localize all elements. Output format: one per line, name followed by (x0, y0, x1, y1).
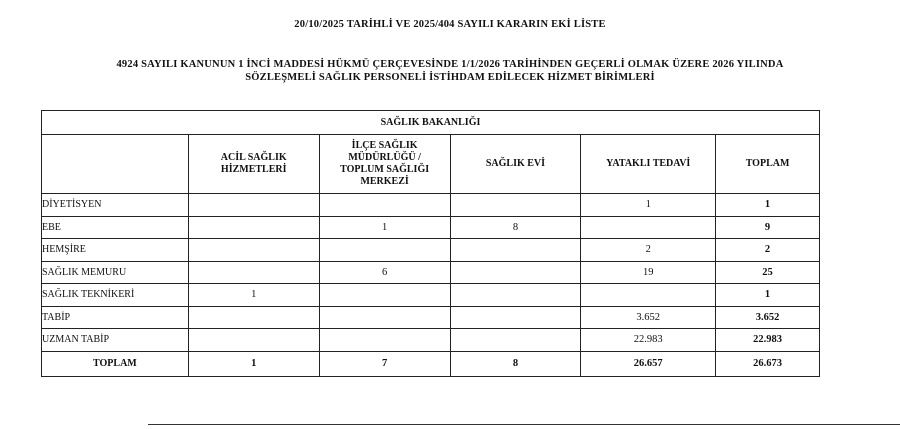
table-cell: 1 (716, 284, 820, 307)
table-cell (188, 306, 319, 329)
table-cell (581, 216, 716, 239)
table-row (42, 239, 820, 262)
table-cell (188, 261, 319, 284)
total-label: TOPLAM (42, 351, 189, 376)
table-cell: 8 (450, 216, 581, 239)
table-cell: 22.983 (581, 329, 716, 352)
row-label: HEMŞİRE (42, 239, 189, 262)
table-cell: 19 (581, 261, 716, 284)
table-title: SAĞLIK BAKANLIĞI (42, 111, 820, 135)
table-cell (450, 306, 581, 329)
table-cell (319, 329, 450, 352)
column-header-acil-text: ACİL SAĞLIK HİZMETLERİ (220, 152, 287, 175)
table-cell (188, 239, 319, 262)
table-cell: 22.983 (716, 329, 820, 352)
column-header-toplam: TOPLAM (716, 135, 820, 194)
table-cell (188, 194, 319, 217)
table-cell: 1 (188, 284, 319, 307)
total-cell: 8 (450, 351, 581, 376)
table-cell: 3.652 (581, 306, 716, 329)
subheading-line-2: SÖZLEŞMELİ SAĞLIK PERSONELİ İSTİHDAM EDİLECEK HİZMET BİRİMLERİ (245, 72, 655, 83)
total-cell: 26.673 (716, 351, 820, 376)
table-cell (319, 306, 450, 329)
row-label: SAĞLIK MEMURU (42, 261, 189, 284)
column-header-acil (188, 135, 319, 194)
table-row (42, 284, 820, 307)
table-cell (319, 194, 450, 217)
table-cell (450, 194, 581, 217)
subheading-line-1: 4924 SAYILI KANUNUN 1 İNCİ MADDESİ HÜKMÜ ÇERÇEVESİNDE 1/1/2026 TARİHİNDEN GEÇERLİ OLMAK ÜZERE 2026 YILINDA (116, 59, 784, 70)
column-header-ilce-text: İLÇE SAĞLIK MÜDÜRLÜĞÜ / TOPLUM SAĞLIĞI MERKEZİ (340, 140, 430, 187)
row-label: DİYETİSYEN (42, 194, 189, 217)
table-cell: 9 (716, 216, 820, 239)
table-row (42, 329, 820, 352)
total-cell: 1 (188, 351, 319, 376)
table-row (42, 216, 820, 239)
table-cell (319, 239, 450, 262)
table-cell (450, 284, 581, 307)
table-cell: 25 (716, 261, 820, 284)
personnel-table (41, 110, 820, 377)
row-label: UZMAN TABİP (42, 329, 189, 352)
total-cell: 7 (319, 351, 450, 376)
table-cell: 6 (319, 261, 450, 284)
column-header-empty (42, 135, 189, 194)
table-cell: 2 (581, 239, 716, 262)
table-cell (450, 239, 581, 262)
table-cell: 2 (716, 239, 820, 262)
row-label: SAĞLIK TEKNİKERİ (42, 284, 189, 307)
table-title-row (42, 111, 820, 135)
column-header-saglik-evi: SAĞLIK EVİ (450, 135, 581, 194)
table-cell (188, 216, 319, 239)
table-row (42, 306, 820, 329)
table-cell (581, 284, 716, 307)
row-label: TABİP (42, 306, 189, 329)
table-cell: 3.652 (716, 306, 820, 329)
table-cell: 1 (319, 216, 450, 239)
table-body (42, 194, 820, 352)
table-total-row (42, 351, 820, 376)
row-label: EBE (42, 216, 189, 239)
table-cell (319, 284, 450, 307)
column-header-ilce (319, 135, 450, 194)
document-heading: 20/10/2025 TARİHLİ VE 2025/404 SAYILI KARARIN EKİ LİSTE (294, 19, 606, 30)
table-cell (188, 329, 319, 352)
footer-divider (148, 424, 900, 425)
table-cell (450, 329, 581, 352)
column-header-yatakli: YATAKLI TEDAVİ (581, 135, 716, 194)
table-row (42, 261, 820, 284)
total-cell: 26.657 (581, 351, 716, 376)
table-cell: 1 (581, 194, 716, 217)
table-row (42, 194, 820, 217)
document-subheading (0, 58, 900, 84)
table-header-row (42, 135, 820, 194)
table-cell: 1 (716, 194, 820, 217)
table-cell (450, 261, 581, 284)
